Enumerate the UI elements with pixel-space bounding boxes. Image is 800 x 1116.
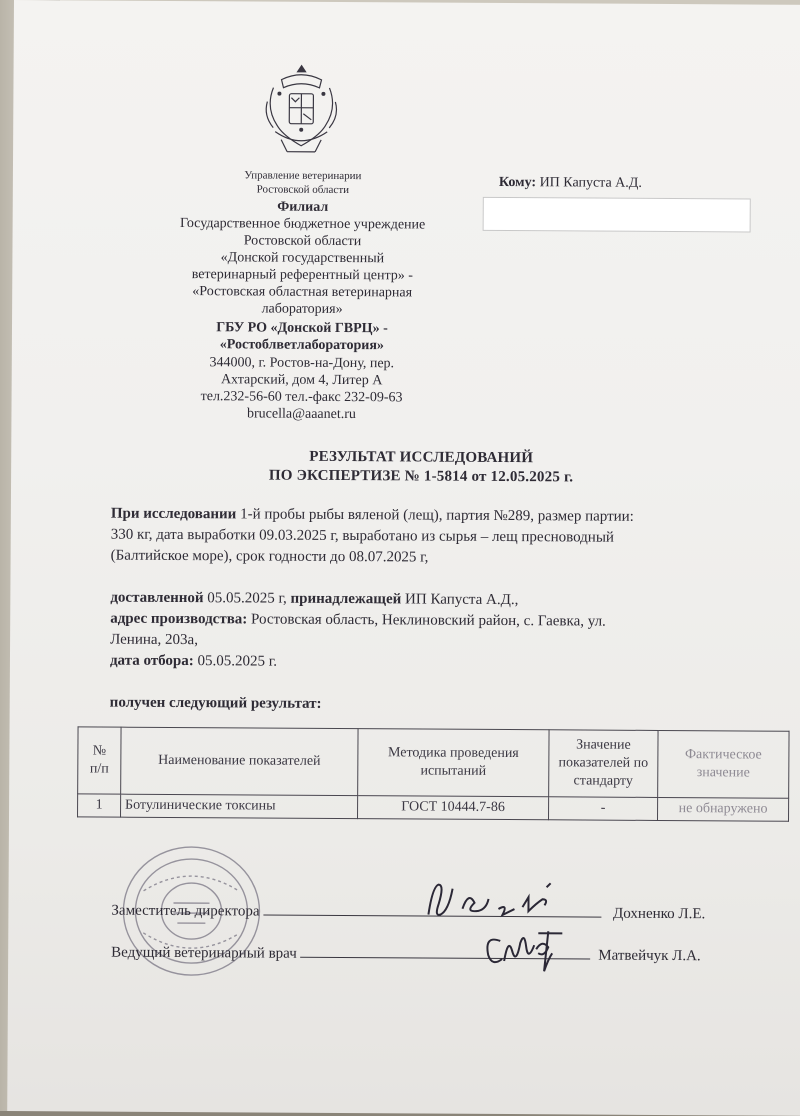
- header-cell-number: № п/п: [78, 727, 121, 794]
- production-address-label: адрес производства:: [110, 610, 248, 628]
- document-page: [7, 0, 800, 1116]
- cell-method: ГОСТ 10444.7-86: [358, 796, 549, 820]
- cell-number: 1: [78, 794, 121, 817]
- org-email: brucella@aaanet.ru: [246, 406, 356, 423]
- delivered-label: доставленной: [110, 589, 204, 607]
- deputy-signature-row: [111, 903, 705, 924]
- header-cell-actual: Фактическое значение: [658, 730, 789, 798]
- org-line: ветеринарный референтный центр» -: [191, 267, 413, 284]
- recipient-block: [499, 175, 642, 192]
- vet-title: Ведущий ветеринарный врач: [111, 944, 297, 962]
- org-address-2: Ахтарский, дом 4, Литер А: [220, 372, 383, 389]
- org-line: «Донской государственный: [220, 250, 385, 267]
- sample-text-line: (Балтийское море), срок годности до 08.07.2025 г,: [110, 547, 429, 566]
- production-address: Ростовская область, Неклиновский район, с. Гаевка, ул.: [247, 611, 606, 630]
- result-intro: получен следующий результат:: [109, 694, 322, 712]
- coat-of-arms-icon: [261, 62, 342, 162]
- table-header-row: [78, 727, 789, 798]
- sample-description: [111, 504, 761, 571]
- sample-text-line: 330 кг, дата выработки 09.03.2025 г, выработано из сырья – лещ пресноводный: [110, 526, 615, 546]
- results-table: [77, 726, 790, 821]
- cell-actual: не обнаружено: [658, 797, 789, 821]
- org-line: лаборатория»: [261, 301, 343, 318]
- cell-indicator: Ботулинические токсины: [121, 794, 358, 818]
- deputy-signature-icon: [418, 878, 568, 923]
- header-cell-indicator: Наименование показателей: [121, 727, 358, 795]
- owner-label: принадлежащей: [290, 590, 402, 608]
- document-title: РЕЗУЛЬТАТ ИССЛЕДОВАНИЙ: [309, 448, 534, 467]
- org-address-1: 344000, г. Ростов-на-Дону, пер.: [209, 355, 395, 372]
- redaction-box: [483, 197, 751, 233]
- vet-signature-icon: [478, 921, 568, 978]
- header-cell-method: Методика проведения испытаний: [358, 729, 549, 797]
- production-address-line: Ленина, 203а,: [110, 631, 199, 649]
- cell-standard: -: [549, 797, 658, 821]
- document-subtitle: ПО ЭКСПЕРТИЗЕ № 1-5814 от 12.05.2025 г.: [268, 467, 574, 486]
- vet-name: Матвейчук Л.А.: [598, 947, 701, 965]
- org-abbreviation-1: ГБУ РО «Донской ГВРЦ» -: [216, 320, 388, 337]
- org-line: «Ростовская областная ветеринарная: [192, 284, 413, 301]
- deputy-name: Дохненко Л.Е.: [613, 905, 706, 923]
- delivery-info: [110, 588, 761, 676]
- header-cell-standard: Значение показателей по стандарту: [549, 730, 658, 798]
- owner-name: ИП Капуста А.Д.,: [401, 591, 519, 609]
- sample-text: 1-й пробы рыбы вяленой (лещ), партия №289, размер партии:: [236, 506, 634, 525]
- sampling-date: 05.05.2025 г.: [193, 653, 278, 670]
- org-filial: Филиал: [277, 199, 329, 215]
- delivered-date: 05.05.2025 г,: [203, 590, 291, 607]
- vet-signature-row: [111, 945, 701, 966]
- org-ministry-line-1: Управление ветеринарии: [244, 169, 362, 183]
- recipient-label: Кому:: [498, 174, 537, 191]
- sample-label: При исследовании: [110, 505, 237, 523]
- org-ministry-line-2: Ростовской области: [256, 183, 350, 197]
- org-line: Ростовской области: [243, 233, 362, 250]
- org-line: Государственное бюджетное учреждение: [179, 216, 426, 233]
- deputy-title: Заместитель директора: [111, 902, 260, 920]
- sampling-date-label: дата отбора:: [109, 652, 194, 670]
- org-phones: тел.232-56-60 тел.-факс 232-09-63: [200, 389, 403, 406]
- org-abbreviation-2: «Ростоблветлаборатория»: [219, 337, 385, 354]
- table-row: [78, 794, 789, 821]
- recipient-name: ИП Капуста А.Д.: [539, 175, 642, 191]
